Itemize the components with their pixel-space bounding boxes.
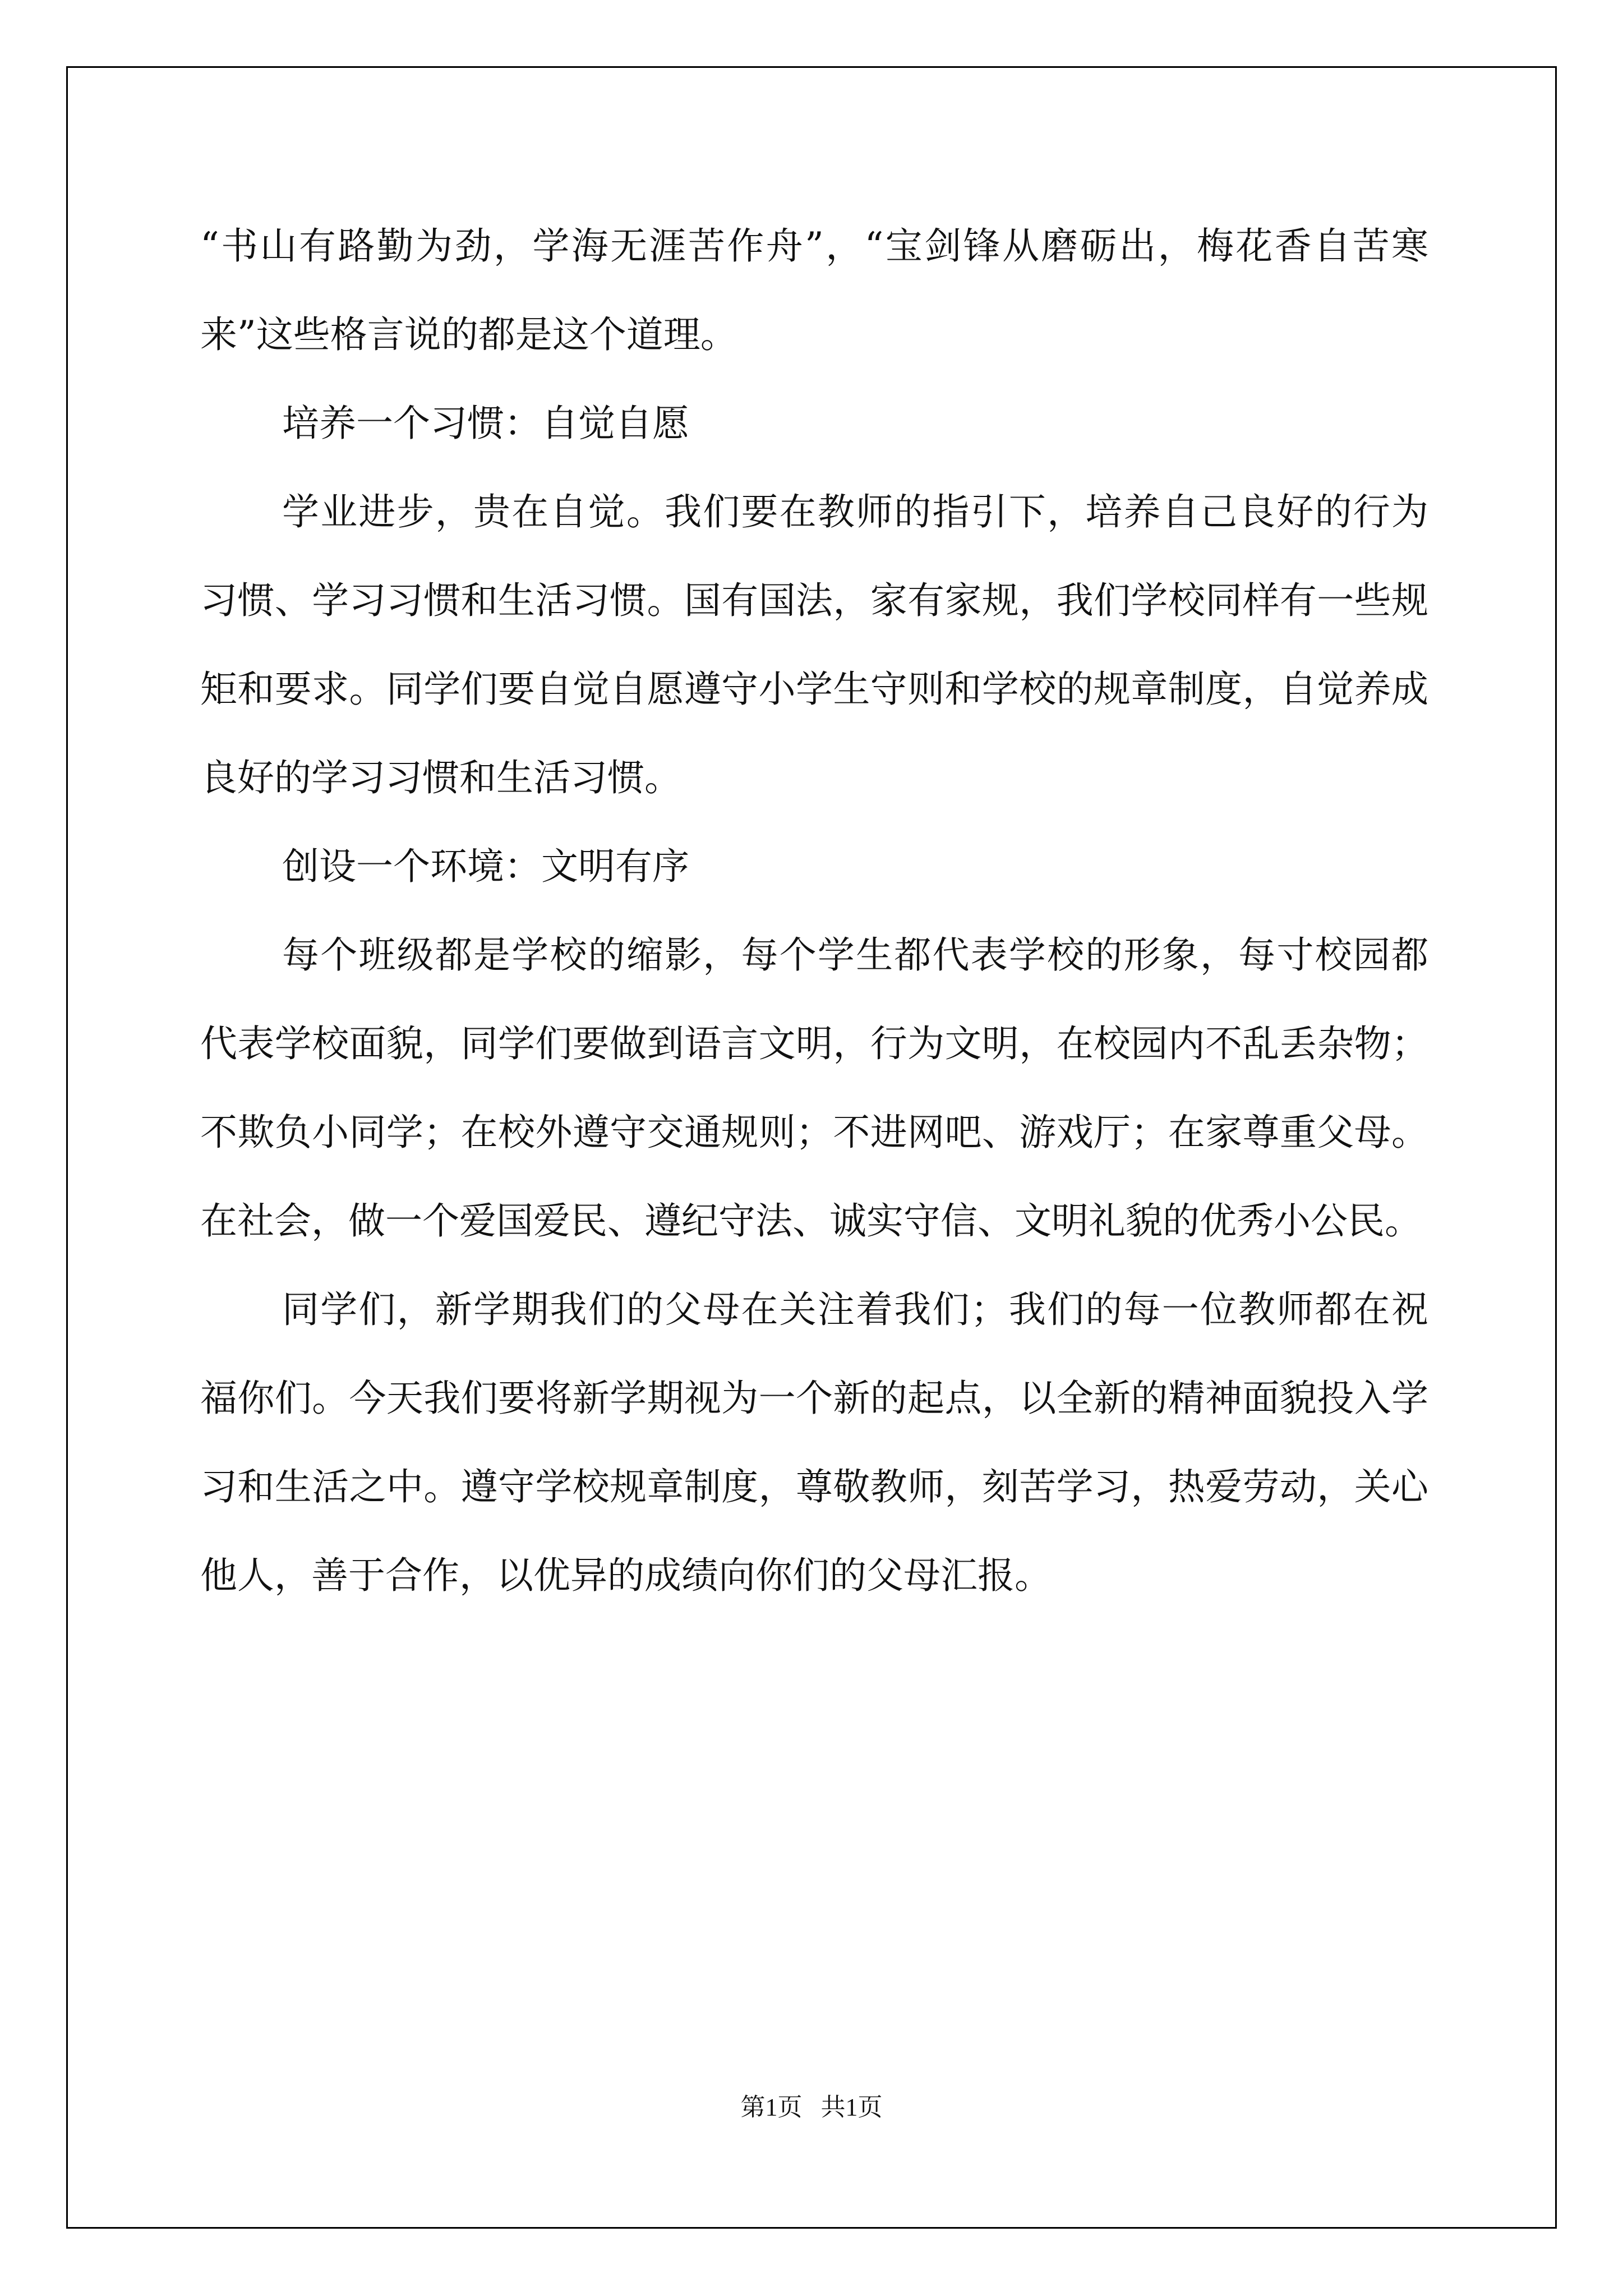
- document-body: [200, 202, 1428, 1620]
- paragraph-intro: “书山有路勤为劲，学海无涯苦作舟”，“宝剑锋从磨砺出，梅花香自苦寒来”这些格言说的都是这个道理。: [200, 224, 1428, 356]
- heading-habit: 培养一个习惯：自觉自愿: [282, 402, 689, 445]
- paragraph-habit: 学业进步，贵在自觉。我们要在教师的指引下，培养自己良好的行为习惯、学习习惯和生活习惯。国有国法，家有家规，我们学校同样有一些规矩和要求。同学们要自觉自愿遵守小学生守则和学校的规章制度，自觉养成良好的学习习惯和生活习惯。: [200, 490, 1428, 799]
- paragraph-closing: 同学们，新学期我们的父母在关注着我们；我们的每一位教师都在祝福你们。今天我们要将新学期视为一个新的起点，以全新的精神面貌投入学习和生活之中。遵守学校规章制度，尊敬教师，刻苦学习，热爱劳动，关心他人，善于合作，以优异的成绩向你们的父母汇报。: [200, 1288, 1428, 1597]
- page-number-footer: 第1页 共1页: [740, 2093, 883, 2121]
- heading-environment: 创设一个环境：文明有序: [282, 845, 689, 888]
- paragraph-environment: 每个班级都是学校的缩影，每个学生都代表学校的形象，每寸校园都代表学校面貌，同学们要做到语言文明，行为文明，在校园内不乱丢杂物；不欺负小同学；在校外遵守交通规则；不进网吧、游戏厅；在家尊重父母。在社会，做一个爱国爱民、遵纪守法、诚实守信、文明礼貌的优秀小公民。: [200, 933, 1428, 1243]
